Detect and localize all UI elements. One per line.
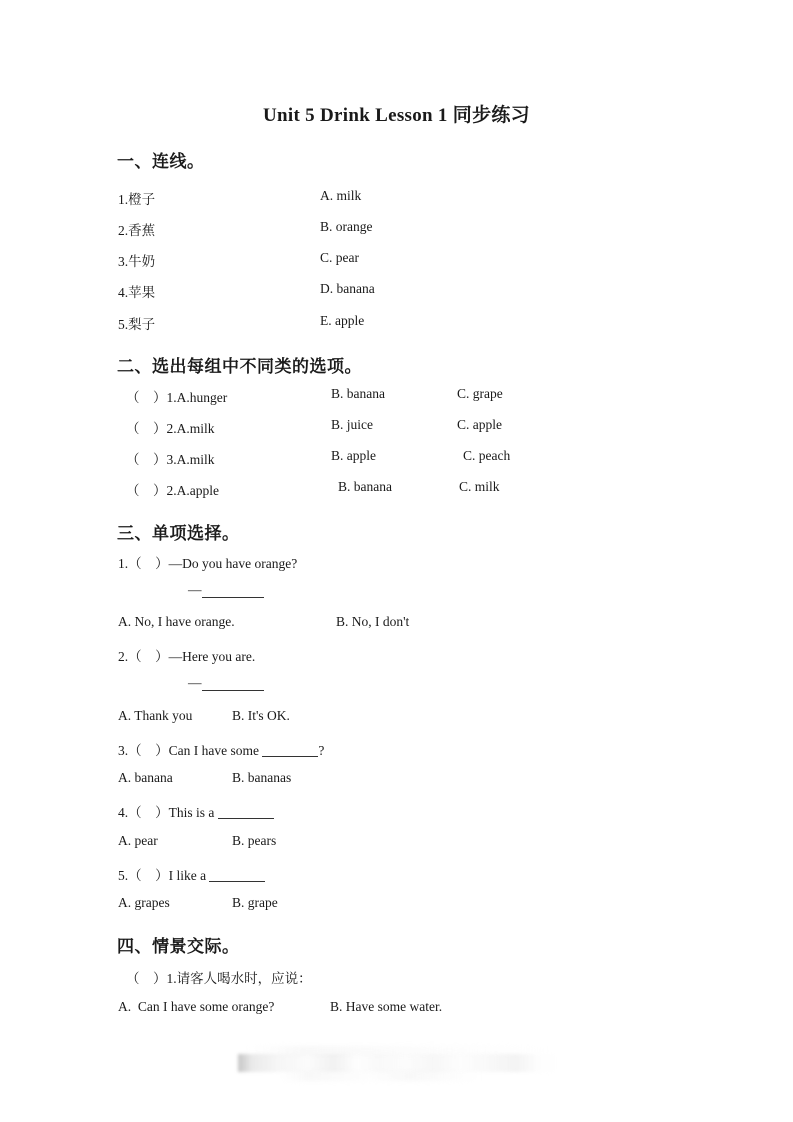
mc-option-b: B. grape — [232, 895, 278, 910]
match-right-item: B. orange — [320, 219, 373, 234]
match-right-item: C. pear — [320, 250, 359, 265]
mc-option-a: A. No, I have orange. — [118, 614, 235, 629]
oddone-option-a: 2.A.milk — [166, 421, 215, 436]
match-left-item: 4.苹果 — [118, 285, 156, 300]
match-right-item: D. banana — [320, 281, 375, 296]
mc-option-a: A. banana — [118, 770, 173, 785]
oddone-option-b: B. banana — [338, 479, 392, 494]
situational-option-b: B. Have some water. — [330, 999, 443, 1014]
section-heading-4: 四、情景交际。 — [117, 937, 240, 956]
mc-option-a: A. grapes — [118, 895, 170, 910]
mc-option-b: B. pears — [232, 833, 277, 848]
answer-blank[interactable] — [202, 597, 264, 598]
mc-answer-blank-row[interactable] — [188, 675, 264, 693]
answer-blank[interactable] — [202, 690, 264, 691]
match-left-item: 5.梨子 — [118, 317, 156, 332]
mc-option-b: B. It's OK. — [232, 708, 290, 723]
mc-option-a: A. pear — [118, 833, 158, 848]
oddone-option-c: C. apple — [457, 417, 502, 432]
section-heading-2: 二、选出每组中不同类的选项。 — [117, 357, 362, 376]
oddone-option-b: B. juice — [331, 417, 373, 432]
oddone-option-c: C. milk — [459, 479, 500, 494]
answer-bracket[interactable]: （ ） — [126, 390, 167, 405]
answer-blank[interactable] — [262, 756, 318, 757]
oddone-option-b: B. apple — [331, 448, 376, 463]
oddone-row-bracket[interactable] — [126, 479, 219, 499]
oddone-option-a: 1.A.hunger — [166, 390, 228, 405]
match-right-item: E. apple — [320, 313, 365, 328]
mc-option-b: B. No, I don't — [336, 614, 410, 629]
reply-dash: — — [188, 675, 202, 690]
mc-option-b: B. bananas — [232, 770, 292, 785]
page-title: Unit 5 Drink Lesson 1 同步练习 — [263, 105, 530, 126]
section-heading-1: 一、连线。 — [117, 152, 205, 171]
match-left-item: 2.香蕉 — [118, 223, 156, 238]
mc-stem-after: ? — [318, 743, 325, 758]
oddone-option-a: 3.A.milk — [166, 452, 215, 467]
section-heading-3: 三、单项选择。 — [117, 524, 240, 543]
mc-question-stem[interactable] — [118, 864, 265, 884]
answer-bracket[interactable]: （ ） — [126, 483, 167, 498]
match-right-item: A. milk — [320, 188, 362, 203]
mc-answer-blank-row[interactable] — [188, 582, 264, 600]
mc-question-stem[interactable]: 1.（ ）—Do you have orange? — [118, 556, 298, 571]
oddone-option-b: B. banana — [331, 386, 385, 401]
oddone-row-bracket[interactable] — [126, 417, 215, 437]
answer-blank[interactable] — [209, 881, 265, 882]
match-left-item: 3.牛奶 — [118, 254, 156, 269]
situational-row-bracket[interactable] — [126, 967, 312, 987]
answer-bracket[interactable]: （ ） — [126, 452, 167, 467]
oddone-row-bracket[interactable] — [126, 448, 215, 468]
situational-option-a: A. Can I have some orange? — [118, 999, 275, 1014]
mc-question-stem[interactable] — [118, 801, 274, 821]
mc-question-stem[interactable] — [118, 739, 324, 759]
mc-stem-before: 5.（ ）I like a — [118, 868, 210, 883]
redacted-watermark-band — [238, 1054, 556, 1072]
reply-dash: — — [188, 582, 202, 597]
mc-question-stem[interactable]: 2.（ ）—Here you are. — [118, 649, 256, 664]
oddone-option-c: C. peach — [463, 448, 511, 463]
mc-option-a: A. Thank you — [118, 708, 193, 723]
mc-stem-before: 4.（ ）This is a — [118, 805, 218, 820]
oddone-option-a: 2.A.apple — [166, 483, 219, 498]
answer-bracket[interactable]: （ ） — [126, 971, 167, 986]
match-left-item: 1.橙子 — [118, 192, 156, 207]
redacted-watermark-lower — [280, 1071, 480, 1081]
situational-stem: 1.请客人喝水时，应说： — [166, 971, 312, 986]
oddone-option-c: C. grape — [457, 386, 503, 401]
oddone-row-bracket[interactable] — [126, 386, 227, 406]
answer-blank[interactable] — [218, 818, 274, 819]
mc-stem-before: 3.（ ）Can I have some — [118, 743, 263, 758]
answer-bracket[interactable]: （ ） — [126, 421, 167, 436]
